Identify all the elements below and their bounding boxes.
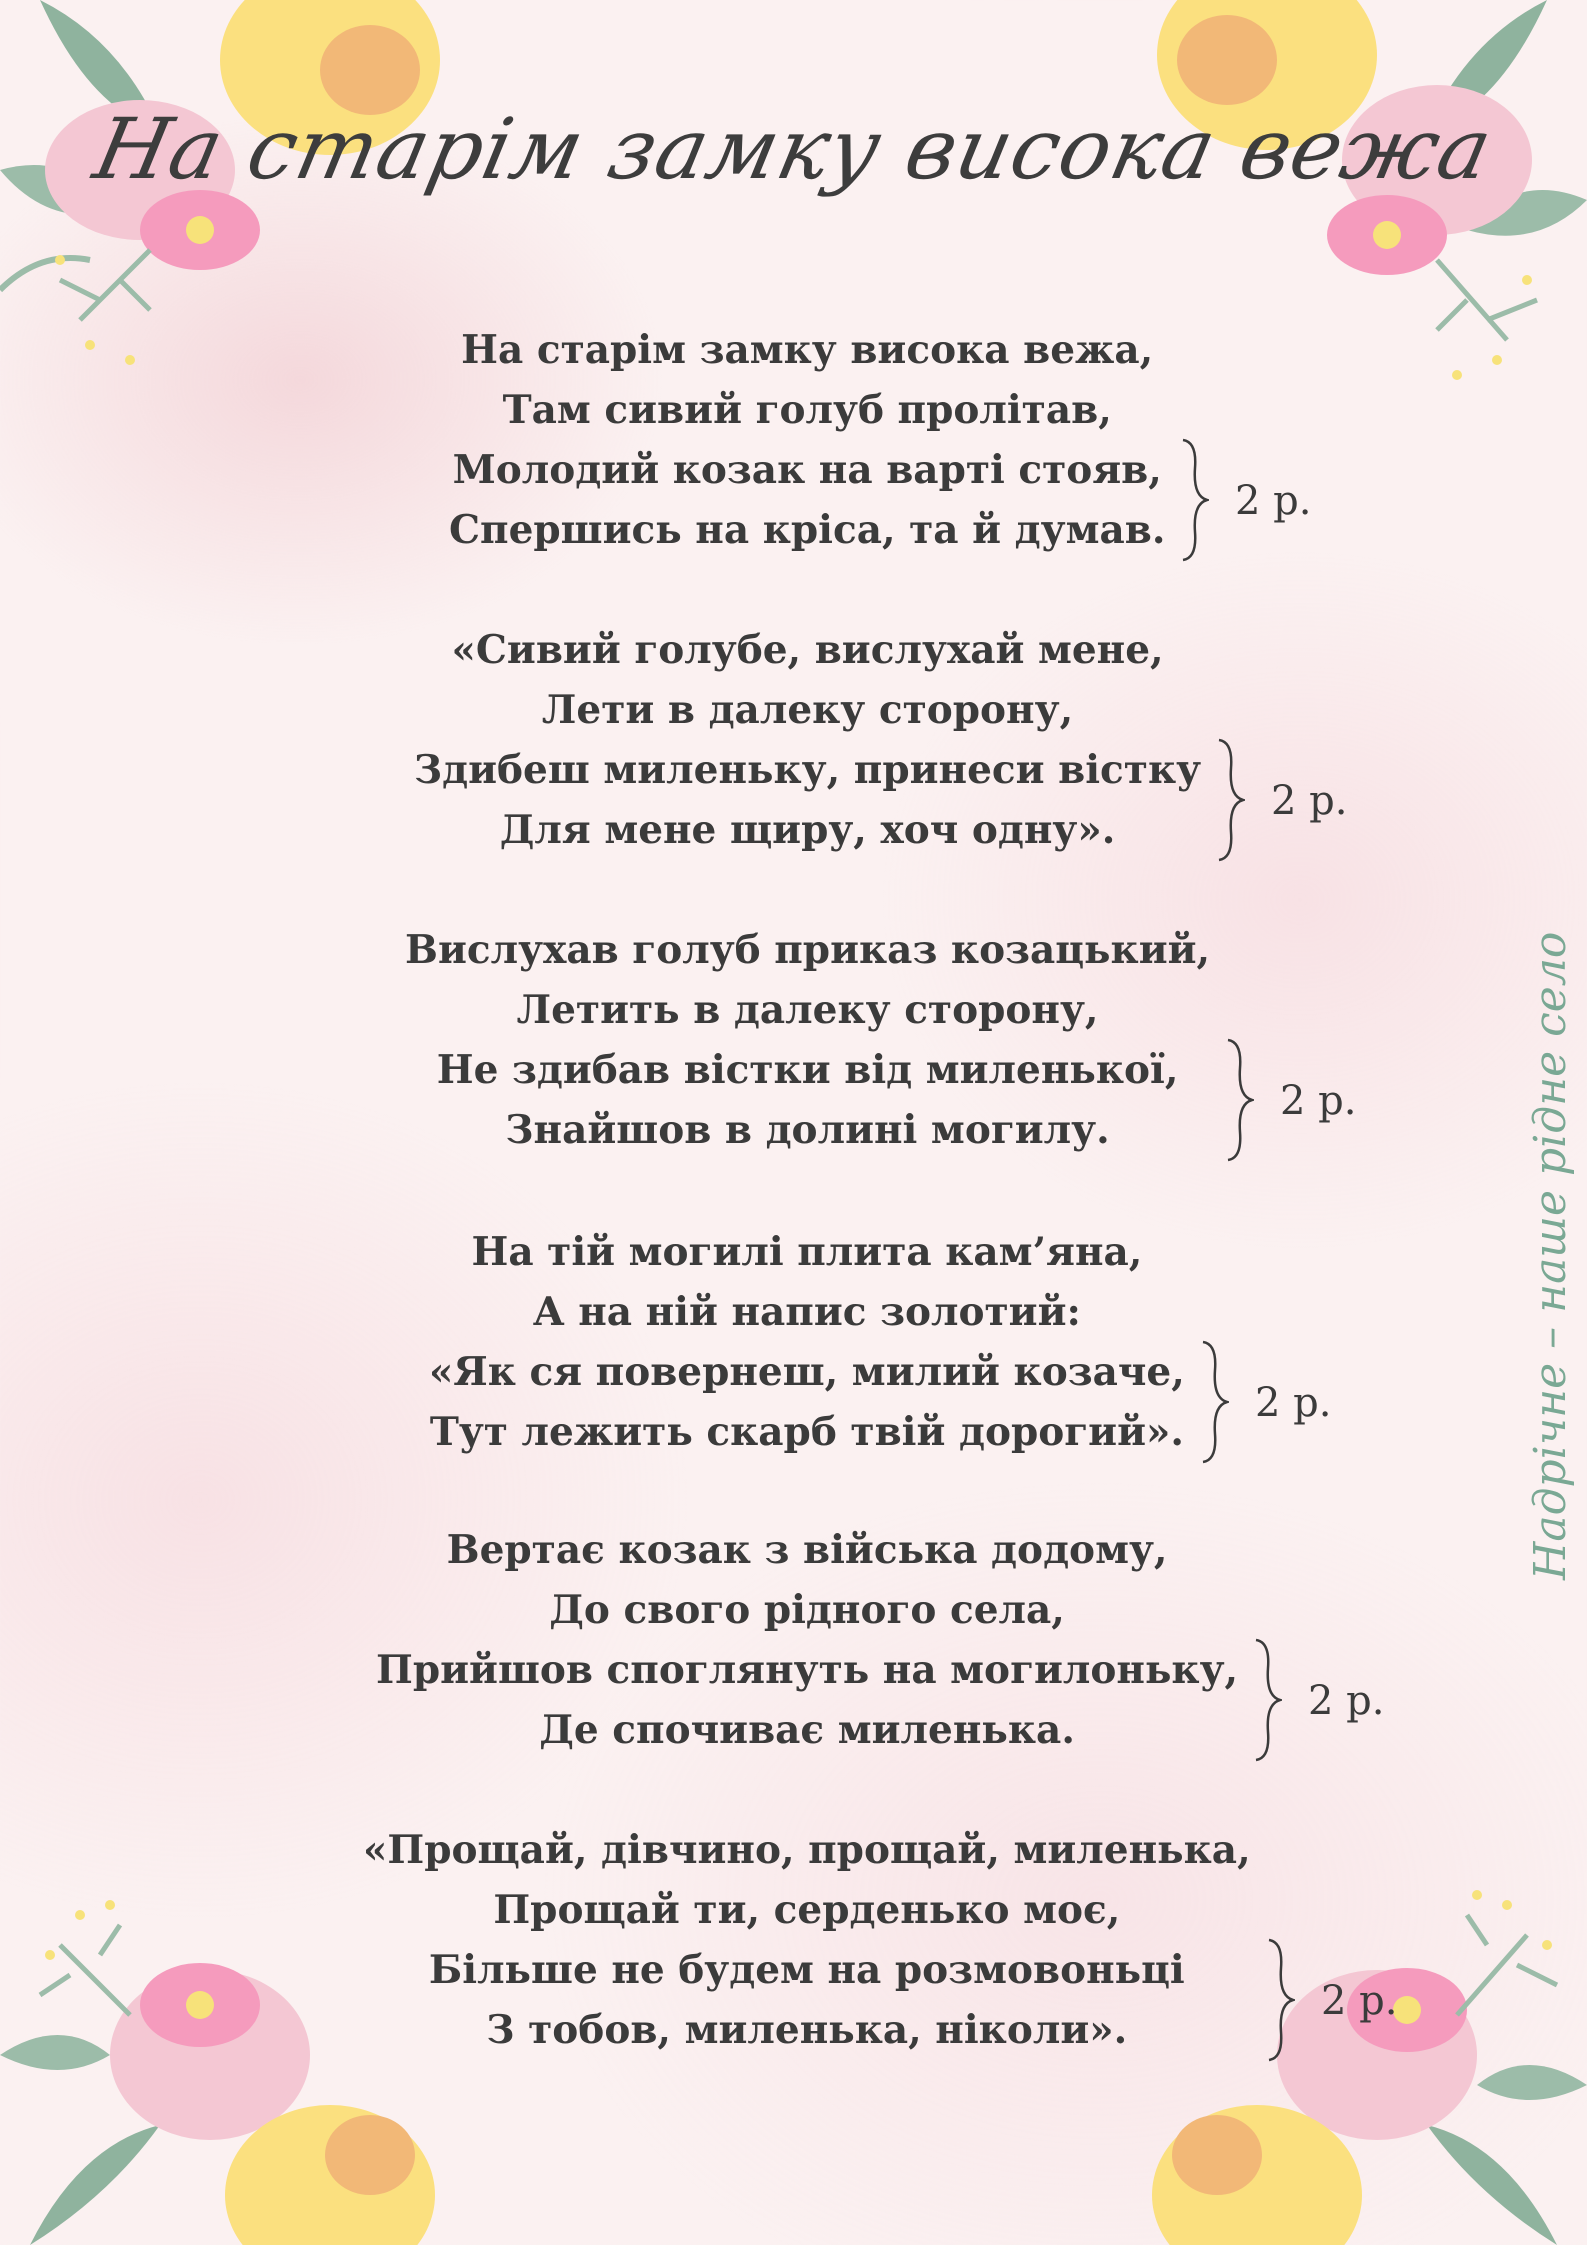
lyric-line: Не здибав вістки від миленької, — [436, 1047, 1179, 1093]
lyric-line: Спершись на кріса, та й думав. — [449, 507, 1166, 553]
lyric-line: Прийшов споглянуть на могилоньку, — [376, 1647, 1239, 1693]
stanza-lines — [414, 620, 1201, 860]
floral-corner-top-left — [0, 0, 480, 420]
lyric-line: З тобов, миленька, ніколи». — [486, 2007, 1128, 2053]
lyric-line: На тій могилі плита кам’яна, — [471, 1229, 1143, 1275]
lyric-line: Більше не будем на розмовоньці — [428, 1947, 1185, 1993]
lyric-line: «Прощай, дівчино, прощай, миленька, — [363, 1827, 1251, 1873]
lyric-line: Де спочиває миленька. — [539, 1707, 1075, 1753]
stanza-lines — [405, 920, 1210, 1160]
repeat-brace-icon — [1252, 1638, 1282, 1762]
lyric-line: Молодий козак на варті стояв, — [452, 447, 1162, 493]
repeat-marker: 2 р. — [1308, 1678, 1385, 1724]
lyric-line: «Сивий голубе, вислухай мене, — [451, 627, 1164, 673]
repeat-marker: 2 р. — [1280, 1078, 1357, 1124]
lyric-line: Для мене щиру, хоч одну». — [499, 807, 1116, 853]
repeat-brace-icon — [1199, 1340, 1229, 1464]
stanza-lines — [376, 1520, 1238, 1760]
lyric-line: Вертає козак з війська додому, — [446, 1527, 1168, 1573]
lyric-line: Прощай ти, серденько моє, — [493, 1887, 1121, 1933]
village-caption: Надрічне – наше рідне село — [1525, 931, 1576, 1580]
repeat-brace-icon — [1179, 438, 1209, 562]
repeat-marker: 2 р. — [1271, 778, 1348, 824]
lyric-line: До свого рідного села, — [549, 1587, 1065, 1633]
repeat-marker: 2 р. — [1235, 478, 1312, 524]
lyric-line: Лети в далеку сторону, — [541, 687, 1074, 733]
lyric-line: Вислухав голуб приказ козацький, — [405, 927, 1211, 973]
repeat-brace-icon — [1215, 738, 1245, 862]
lyric-line: Летить в далеку сторону, — [516, 987, 1099, 1033]
repeat-marker: 2 р. — [1255, 1380, 1332, 1426]
lyric-line: «Як ся повернеш, милий козаче, — [429, 1349, 1185, 1395]
stanza-lines — [429, 1222, 1185, 1462]
floral-corner-top-right — [1107, 0, 1587, 420]
lyric-line: А на ній напис золотий: — [532, 1289, 1081, 1335]
repeat-brace-icon — [1265, 1938, 1295, 2062]
lyric-line: Здибеш миленьку, принеси вістку — [414, 747, 1202, 793]
stanza-lines — [363, 1820, 1251, 2060]
stanza-lines — [449, 320, 1165, 560]
song-title: На старім замку висока вежа — [86, 100, 1501, 198]
lyric-line: Знайшов в долині могилу. — [505, 1107, 1110, 1153]
lyric-line: Тут лежить скарб твій дорогий». — [429, 1409, 1184, 1455]
lyric-line: Там сивий голуб пролітав, — [502, 387, 1112, 433]
repeat-brace-icon — [1224, 1038, 1254, 1162]
repeat-marker: 2 р. — [1321, 1978, 1398, 2024]
lyric-line: На старім замку висока вежа, — [461, 327, 1154, 373]
